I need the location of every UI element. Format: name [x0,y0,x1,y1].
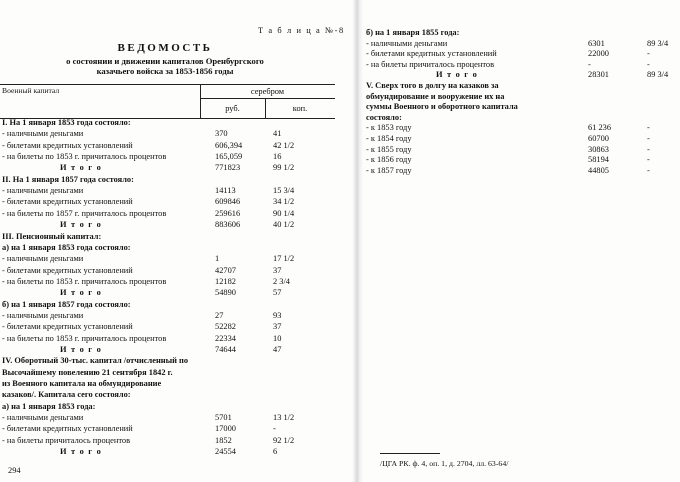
row-total-label: И т о г о [60,163,102,173]
row-label: - на билеты по 1853 г. причиталось процентов [2,333,167,343]
row-rub-value: 370 [215,129,228,139]
table-row [0,413,352,424]
table-row [0,345,352,356]
row-kop-value: 13 1/2 [273,413,295,423]
table-row [364,39,680,50]
row-kop-value: 99 1/2 [273,163,295,173]
row-kop-value: - [273,424,276,434]
table-row [364,81,680,92]
row-kop-value: 47 [273,345,282,354]
table-row [0,175,352,186]
table-header [0,84,335,118]
row-kop-value: 90 1/4 [273,208,295,218]
row-kop-value: - [647,144,650,154]
table-row [0,254,352,265]
document-subtitle-line-2: казачьего войска за 1853-1856 годы [96,66,234,76]
row-kop-value: 41 [273,129,282,139]
row-label: - билетами кредитных установлений [366,49,497,59]
row-rub-value: 17000 [215,424,236,434]
header-col-label: Военный капитал [2,86,60,95]
table-row [0,163,352,174]
table-row [0,152,352,163]
table-row [364,92,680,103]
row-label: - к 1856 году [366,155,412,165]
table-row [0,197,352,208]
row-label: - билетами кредитных установлений [2,197,133,207]
table-row [364,102,680,113]
row-kop-value: 37 [273,265,282,275]
row-rub-value: 22000 [588,49,609,59]
row-label: - к 1855 году [366,144,412,154]
row-label: суммы Военного и оборотного капитала [366,102,518,112]
row-kop-value: 42 1/2 [273,140,295,150]
row-kop-value: - [647,165,650,175]
row-kop-value: - [647,123,650,133]
table-row [0,129,352,140]
row-label: - наличными деньгами [2,413,84,423]
table-row [0,379,352,390]
row-total-label: И т о г о [60,345,102,354]
row-label: казаков/. Капитала сего состояло: [2,390,131,400]
row-label: - наличными деньгами [2,254,84,264]
row-label: - билетами кредитных установлений [2,322,133,332]
table-row [364,28,680,39]
row-kop-value: 2 3/4 [273,276,290,286]
table-row [0,436,352,447]
row-kop-value: 89 3/4 [647,70,669,80]
table-row [0,266,352,277]
table-row [0,300,352,311]
row-rub-value: 165,059 [215,152,243,162]
row-kop-value: 57 [273,288,282,298]
row-rub-value: 22334 [215,333,236,343]
footnote-rule [380,453,440,454]
table-row [0,368,352,379]
row-rub-value: 5701 [215,413,232,423]
table-row [364,166,680,177]
row-total-label: И т о г о [60,220,102,230]
row-rub-value: 44805 [588,165,609,175]
header-top-rule [0,84,335,85]
row-kop-value: 89 3/4 [647,38,669,48]
table-row [0,402,352,413]
row-label: - наличными деньгами [2,186,84,196]
header-mid-rule [200,98,335,99]
document-subtitle-line-1: о состоянии и движении капиталов Оренбургского [66,56,264,66]
row-rub-value: 61 236 [588,123,612,133]
row-kop-value: 6 [273,447,278,457]
row-label: - наличными деньгами [366,38,448,48]
row-rub-value: 259616 [215,208,241,218]
row-label: - к 1853 году [366,123,412,133]
table-row [0,447,352,458]
row-label: а) на 1 января 1853 года состояло: [2,242,131,252]
table-row [0,334,352,345]
row-rub-value: 6301 [588,38,605,48]
row-rub-value: - [588,59,591,69]
row-label: - наличными деньгами [2,310,84,320]
row-label: б) на 1 января 1857 года состояло: [2,299,131,309]
row-rub-value: 14113 [215,186,236,196]
row-label: из Военного капитала на обмундирование [2,379,162,389]
row-rub-value: 12182 [215,276,236,286]
header-silver: серебром [250,87,285,96]
right-page [364,0,680,482]
table-row [0,220,352,231]
row-rub-value: 54890 [215,288,236,298]
row-rub-value: 60700 [588,134,609,143]
row-label: I. На 1 января 1853 года состояло: [2,118,131,127]
row-label: Высочайшему повелению 21 сентября 1842 г. [2,367,173,377]
row-label: - на билеты причиталось процентов [366,59,495,69]
row-label: а) на 1 января 1853 года: [2,401,96,411]
row-rub-value: 609846 [215,197,241,207]
row-label: II. На 1 января 1857 года состояло: [2,174,134,184]
book-gutter [352,0,364,482]
row-label: - на билеты по 1857 г. причиталось процентов [2,208,167,218]
row-rub-value: 1852 [215,435,232,445]
row-rub-value: 30863 [588,144,609,154]
row-kop-value: - [647,49,650,59]
header-kop: коп. [292,104,308,113]
table-row [364,134,680,145]
table-row [0,118,352,129]
row-label: обмундирование и вооружение их на [366,91,505,101]
row-rub-value: 42707 [215,265,236,275]
table-row [364,123,680,134]
table-row [364,155,680,166]
table-row [0,277,352,288]
row-label: - к 1854 году [366,134,412,143]
row-label: - на билеты по 1853 г. причиталось процентов [2,152,167,162]
row-label: - на билеты причиталось процентов [2,435,131,445]
row-rub-value: 883606 [215,220,241,230]
table-row [0,186,352,197]
row-kop-value: 92 1/2 [273,435,295,445]
document-title: ВЕДОМОСТЬ [117,42,213,54]
row-rub-value: 1 [215,254,220,264]
table-row [364,49,680,60]
row-kop-value: 15 3/4 [273,186,295,196]
table-row [0,356,352,367]
row-label: - билетами кредитных установлений [2,265,133,275]
row-rub-value: 606,394 [215,140,243,150]
row-kop-value: 10 [273,333,282,343]
row-rub-value: 58194 [588,155,609,165]
row-total-label: И т о г о [436,70,478,80]
row-kop-value: - [647,59,650,69]
row-label: - на билеты по 1853 г. причиталось процентов [2,276,167,286]
table-row [364,113,680,124]
row-rub-value: 52282 [215,322,236,332]
row-kop-value: 37 [273,322,282,332]
header-rub: руб. [225,104,240,113]
page-number: 294 [8,466,21,475]
table-row [0,243,352,254]
table-row [0,232,352,243]
table-row [0,288,352,299]
row-label: - к 1857 году [366,165,412,175]
row-rub-value: 28301 [588,70,609,80]
table-row [364,60,680,71]
row-label: - билетами кредитных установлений [2,424,133,434]
row-total-label: И т о г о [60,288,102,298]
table-row [0,424,352,435]
row-kop-value: 34 1/2 [273,197,295,207]
table-row [0,141,352,152]
row-rub-value: 74644 [215,345,236,354]
row-rub-value: 27 [215,310,224,320]
table-row [0,390,352,401]
footnote: /ЦГА РК. ф. 4, оп. 1, д. 2704, лл. 63-64/ [380,459,509,468]
table-row [364,70,680,81]
row-kop-value: 16 [273,152,282,162]
row-label: IV. Оборотный 30-тыс. капитал /отчисленный по [2,356,189,366]
row-kop-value: - [647,134,650,143]
row-kop-value: 17 1/2 [273,254,295,264]
table-number: Т а б л и ц а №-8 [258,26,345,35]
row-total-label: И т о г о [60,447,102,457]
row-label: V. Сверх того в долгу на казаков за [366,81,499,90]
table-row [0,311,352,322]
row-rub-value: 771823 [215,163,241,173]
row-label: б) на 1 января 1855 года: [366,28,460,37]
row-label: - наличными деньгами [2,129,84,139]
row-kop-value: - [647,155,650,165]
row-rub-value: 24554 [215,447,236,457]
row-label: - билетами кредитных установлений [2,140,133,150]
table-row [0,209,352,220]
row-label: III. Пенсионный капитал: [2,231,102,241]
table-row [364,145,680,156]
row-kop-value: 40 1/2 [273,220,295,230]
table-row [0,322,352,333]
row-label: состояло: [366,112,402,122]
row-kop-value: 93 [273,310,282,320]
